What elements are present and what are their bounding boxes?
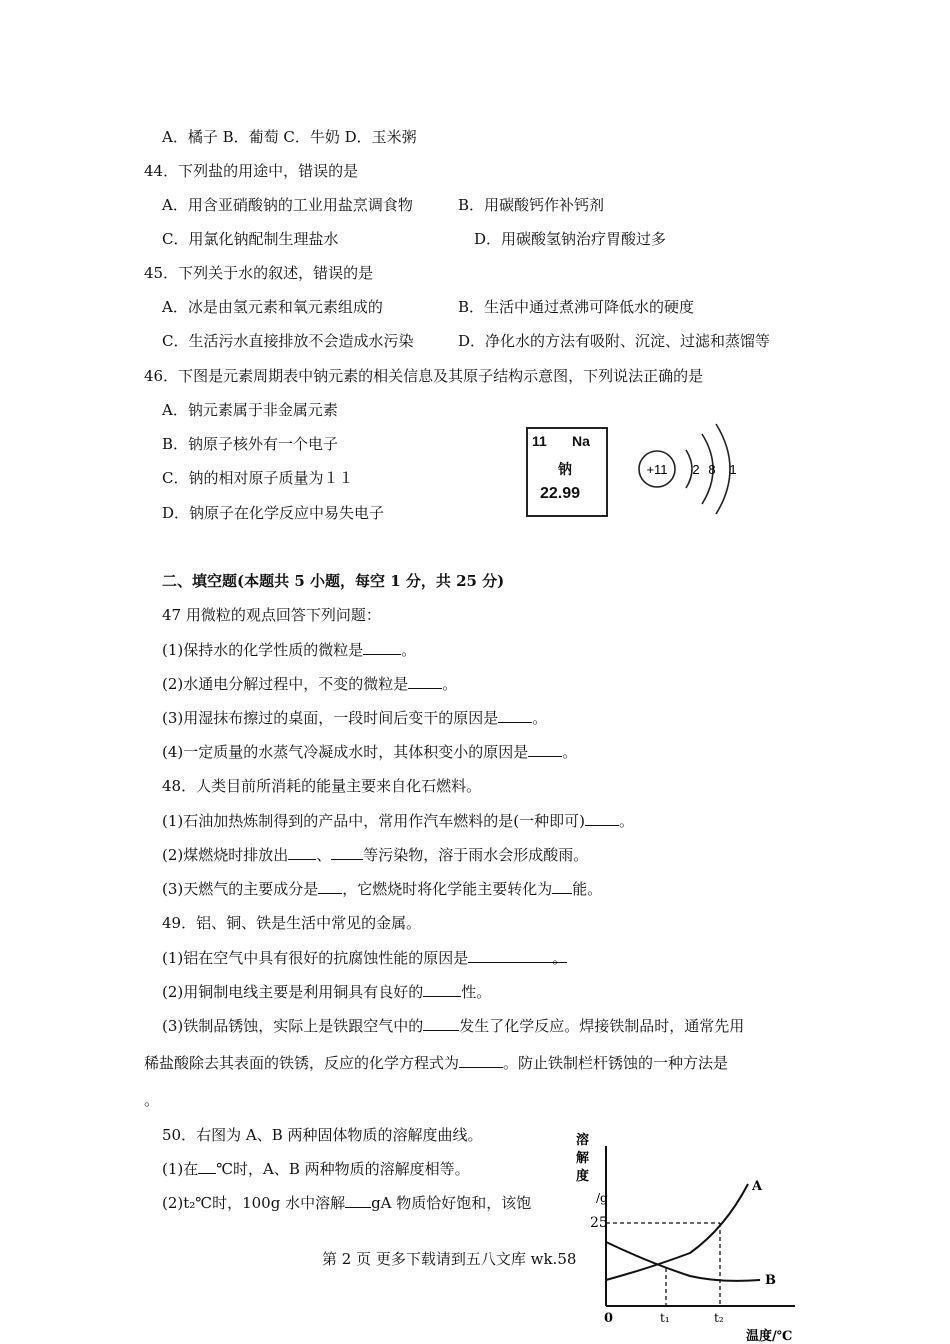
q49-part-3: (3)铁制品锈蚀，实际上是铁跟空气中的 发生了化学反应。焊接铁制品时，通常先用 bbox=[162, 1017, 745, 1035]
y-axis-label-unit: /g bbox=[596, 1191, 608, 1205]
q46-option-a: A．钠元素属于非金属元素 bbox=[162, 401, 338, 419]
element-name: 钠 bbox=[558, 461, 572, 477]
y-tick-25: 25 bbox=[590, 1215, 608, 1231]
curve-b bbox=[606, 1242, 760, 1281]
q49-part-1: (1)铝在空气中具有很好的抗腐蚀性能的原因是 。 bbox=[162, 949, 568, 967]
t2-label: t₂ bbox=[714, 1311, 724, 1325]
q48-part-1: (1)石油加热炼制得到的产品中，常用作汽车燃料的是(一种即可) 。 bbox=[162, 812, 634, 830]
shell-1-electrons: 2 bbox=[692, 462, 700, 477]
q47-part-4: (4)一定质量的水蒸气冷凝成水时，其体积变小的原因是 。 bbox=[162, 743, 578, 761]
q50-part-2: (2)t₂℃时，100g 水中溶解 gA 物质恰好饱和，该饱 bbox=[162, 1194, 532, 1212]
q44-stem: 44．下列盐的用途中，错误的是 bbox=[144, 162, 359, 180]
element-card bbox=[526, 427, 608, 517]
q48-stem: 48．人类目前所消耗的能量主要来自化石燃料。 bbox=[162, 777, 482, 795]
q48-part-3: (3)天燃气的主要成分是 ，它燃烧时将化学能主要转化为 能。 bbox=[162, 880, 603, 898]
q45-stem: 45．下列关于水的叙述，错误的是 bbox=[144, 264, 374, 282]
t1-label: t₁ bbox=[660, 1311, 670, 1325]
q46-option-c: C．钠的相对原子质量为１１ bbox=[162, 469, 354, 487]
curve-a bbox=[606, 1184, 748, 1280]
series-a-label: A bbox=[752, 1179, 763, 1194]
q49-part-3-continued: 稀盐酸除去其表面的铁锈，反应的化学方程式为 。防止铁制栏杆锈蚀的一种方法是 bbox=[144, 1054, 729, 1072]
page-footer: 第 2 页 更多下载请到五八文库 wk.58 bbox=[322, 1250, 577, 1268]
nucleus-charge: +11 bbox=[646, 462, 668, 477]
q49-stem: 49．铝、铜、铁是生活中常见的金属。 bbox=[162, 914, 422, 932]
q43-options: A．橘子 B．葡萄 C．牛奶 D．玉米粥 bbox=[162, 128, 417, 146]
q44-option-d: D．用碳酸氢钠治疗胃酸过多 bbox=[474, 230, 667, 248]
atom-structure-diagram bbox=[636, 420, 746, 520]
y-axis-label-2: 解 bbox=[576, 1151, 590, 1166]
q44-option-c: C．用氯化钠配制生理盐水 bbox=[162, 230, 339, 248]
element-number: 11 bbox=[532, 433, 547, 449]
q48-part-2: (2)煤燃烧时排放出 、 等污染物，溶于雨水会形成酸雨。 bbox=[162, 846, 589, 864]
solubility-curve-graph bbox=[560, 1128, 810, 1344]
q50-part-1: (1)在 ℃时，A、B 两种物质的溶解度相等。 bbox=[162, 1160, 470, 1178]
q47-part-3: (3)用湿抹布擦过的桌面，一段时间后变干的原因是 。 bbox=[162, 709, 548, 727]
q44-option-b: B．用碳酸钙作补钙剂 bbox=[458, 196, 605, 214]
shell-3-electrons: 1 bbox=[729, 462, 737, 477]
q44-option-a: A．用含亚硝酸钠的工业用盐烹调食物 bbox=[162, 196, 413, 214]
element-mass: 22.99 bbox=[540, 485, 581, 502]
series-b-label: B bbox=[765, 1273, 776, 1288]
q46-stem: 46．下图是元素周期表中钠元素的相关信息及其原子结构示意图，下列说法正确的是 bbox=[144, 367, 704, 385]
q49-part-3-end: 。 bbox=[144, 1091, 160, 1109]
q45-option-c: C．生活污水直接排放不会造成水污染 bbox=[162, 332, 414, 350]
section-2-heading: 二、填空题(本题共 5 小题，每空 1 分，共 25 分) bbox=[162, 572, 505, 590]
q45-option-d: D．净化水的方法有吸附、沉淀、过滤和蒸馏等 bbox=[458, 332, 771, 350]
q47-part-2: (2)水通电分解过程中，不变的微粒是 。 bbox=[162, 675, 458, 693]
x-axis-label: 温度/℃ bbox=[746, 1329, 793, 1344]
q47-part-1: (1)保持水的化学性质的微粒是 。 bbox=[162, 641, 417, 659]
q49-part-2: (2)用铜制电线主要是利用铜具有良好的 性。 bbox=[162, 983, 492, 1001]
q46-option-d: D．钠原子在化学反应中易失电子 bbox=[162, 504, 385, 522]
q45-option-a: A．冰是由氢元素和氧元素组成的 bbox=[162, 298, 383, 316]
y-axis-label-3: 度 bbox=[576, 1169, 590, 1184]
q46-option-b: B．钠原子核外有一个电子 bbox=[162, 435, 339, 453]
element-symbol: Na bbox=[572, 433, 590, 449]
y-axis-label-1: 溶 bbox=[576, 1133, 590, 1148]
q47-stem: 47 用微粒的观点回答下列问题： bbox=[162, 606, 381, 624]
q50-stem: 50．右图为 A、B 两种固体物质的溶解度曲线。 bbox=[162, 1126, 483, 1144]
origin-label: 0 bbox=[604, 1311, 614, 1326]
q45-option-b: B．生活中通过煮沸可降低水的硬度 bbox=[458, 298, 695, 316]
shell-2-electrons: 8 bbox=[708, 462, 716, 477]
